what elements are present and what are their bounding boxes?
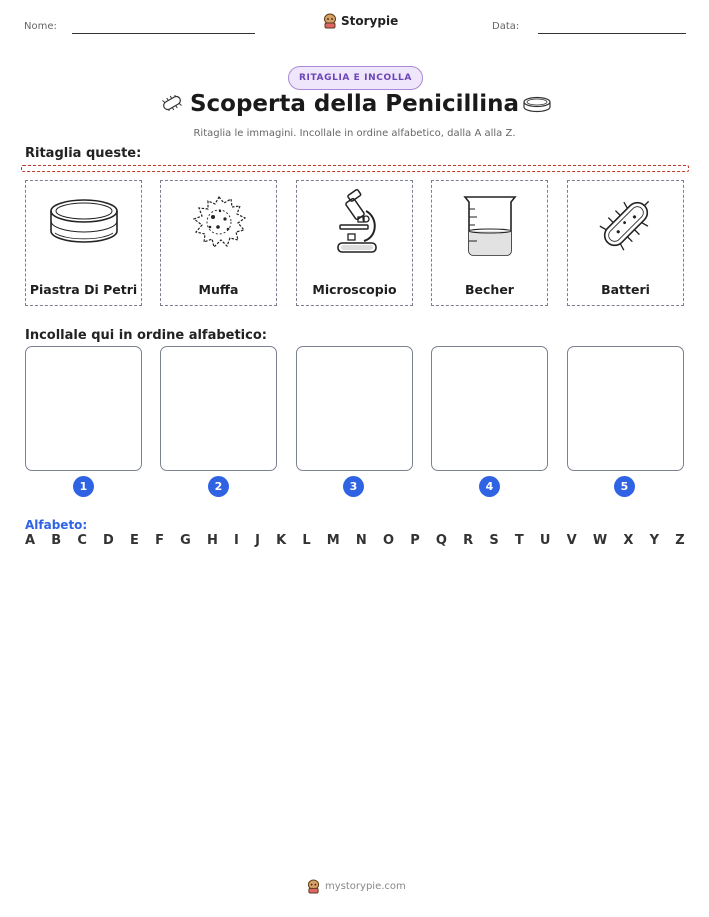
slot-number-badge: 4 bbox=[479, 476, 500, 497]
alphabet-letter: F bbox=[155, 533, 164, 548]
petri-dish-title-icon bbox=[522, 95, 552, 115]
brand-name: Storypie bbox=[341, 14, 399, 28]
slot-number-badge: 3 bbox=[343, 476, 364, 497]
alphabet-letter: X bbox=[623, 533, 634, 548]
mold-icon bbox=[184, 189, 254, 259]
alphabet-row bbox=[25, 533, 685, 548]
brand-logo bbox=[323, 13, 398, 29]
paste-slot-4[interactable] bbox=[431, 346, 548, 471]
alphabet-letter: Q bbox=[435, 533, 447, 548]
petri-dish-icon bbox=[49, 189, 119, 259]
slot-number-badge: 1 bbox=[73, 476, 94, 497]
alphabet-letter: J bbox=[255, 533, 260, 548]
alphabet-letter: P bbox=[410, 533, 420, 548]
card-label: Piastra Di Petri bbox=[29, 282, 138, 297]
alphabet-letter: V bbox=[566, 533, 577, 548]
date-label: Data: bbox=[492, 21, 520, 32]
cut-card-mold[interactable] bbox=[160, 180, 277, 306]
storypie-mascot-icon bbox=[323, 13, 337, 29]
cut-card-bacteria[interactable] bbox=[567, 180, 684, 306]
cut-card-petri-dish[interactable] bbox=[25, 180, 142, 306]
cut-card-microscope[interactable] bbox=[296, 180, 413, 306]
paste-section-label: Incollale qui in ordine alfabetico: bbox=[25, 328, 267, 343]
slot-number-badge: 5 bbox=[614, 476, 635, 497]
card-label: Becher bbox=[465, 282, 514, 297]
alphabet-letter: Z bbox=[675, 533, 685, 548]
name-label: Nome: bbox=[24, 21, 57, 32]
footer bbox=[307, 879, 406, 894]
instructions: Ritaglia le immagini. Incollale in ordine alfabetico, dalla A alla Z. bbox=[193, 128, 516, 139]
alphabet-letter: K bbox=[276, 533, 287, 548]
alphabet-letter: Y bbox=[649, 533, 660, 548]
date-line[interactable] bbox=[538, 33, 686, 34]
cut-section-label: Ritaglia queste: bbox=[25, 146, 142, 161]
alphabet-letter: N bbox=[355, 533, 367, 548]
bacteria-icon bbox=[591, 189, 661, 259]
alphabet-letter: O bbox=[382, 533, 395, 548]
alphabet-label: Alfabeto: bbox=[25, 518, 88, 532]
activity-tag: RITAGLIA E INCOLLA bbox=[288, 66, 423, 90]
alphabet-letter: H bbox=[206, 533, 218, 548]
alphabet-letter: E bbox=[130, 533, 139, 548]
paste-slot-2[interactable] bbox=[160, 346, 277, 471]
name-line[interactable] bbox=[72, 33, 255, 34]
alphabet-letter: U bbox=[539, 533, 551, 548]
alphabet-letter: R bbox=[463, 533, 474, 548]
paste-slot-3[interactable] bbox=[296, 346, 413, 471]
alphabet-letter: C bbox=[77, 533, 87, 548]
footer-url: mystorypie.com bbox=[325, 881, 406, 892]
cut-line bbox=[21, 165, 689, 172]
alphabet-letter: W bbox=[592, 533, 608, 548]
alphabet-letter: M bbox=[326, 533, 340, 548]
microscope-icon bbox=[320, 189, 390, 259]
page-title: Scoperta della Penicillina bbox=[189, 91, 520, 117]
alphabet-letter: A bbox=[25, 533, 36, 548]
beaker-icon bbox=[455, 189, 525, 259]
storypie-mascot-icon bbox=[307, 879, 320, 894]
cut-card-beaker[interactable] bbox=[431, 180, 548, 306]
card-label: Microscopio bbox=[312, 282, 397, 297]
card-label: Batteri bbox=[601, 282, 650, 297]
card-label: Muffa bbox=[198, 282, 239, 297]
alphabet-letter: L bbox=[302, 533, 311, 548]
alphabet-letter: D bbox=[103, 533, 114, 548]
paste-slot-5[interactable] bbox=[567, 346, 684, 471]
alphabet-letter: T bbox=[514, 533, 524, 548]
alphabet-letter: B bbox=[51, 533, 62, 548]
alphabet-letter: S bbox=[489, 533, 499, 548]
alphabet-letter: I bbox=[234, 533, 239, 548]
alphabet-letter: G bbox=[180, 533, 191, 548]
slot-number-badge: 2 bbox=[208, 476, 229, 497]
paste-slot-1[interactable] bbox=[25, 346, 142, 471]
